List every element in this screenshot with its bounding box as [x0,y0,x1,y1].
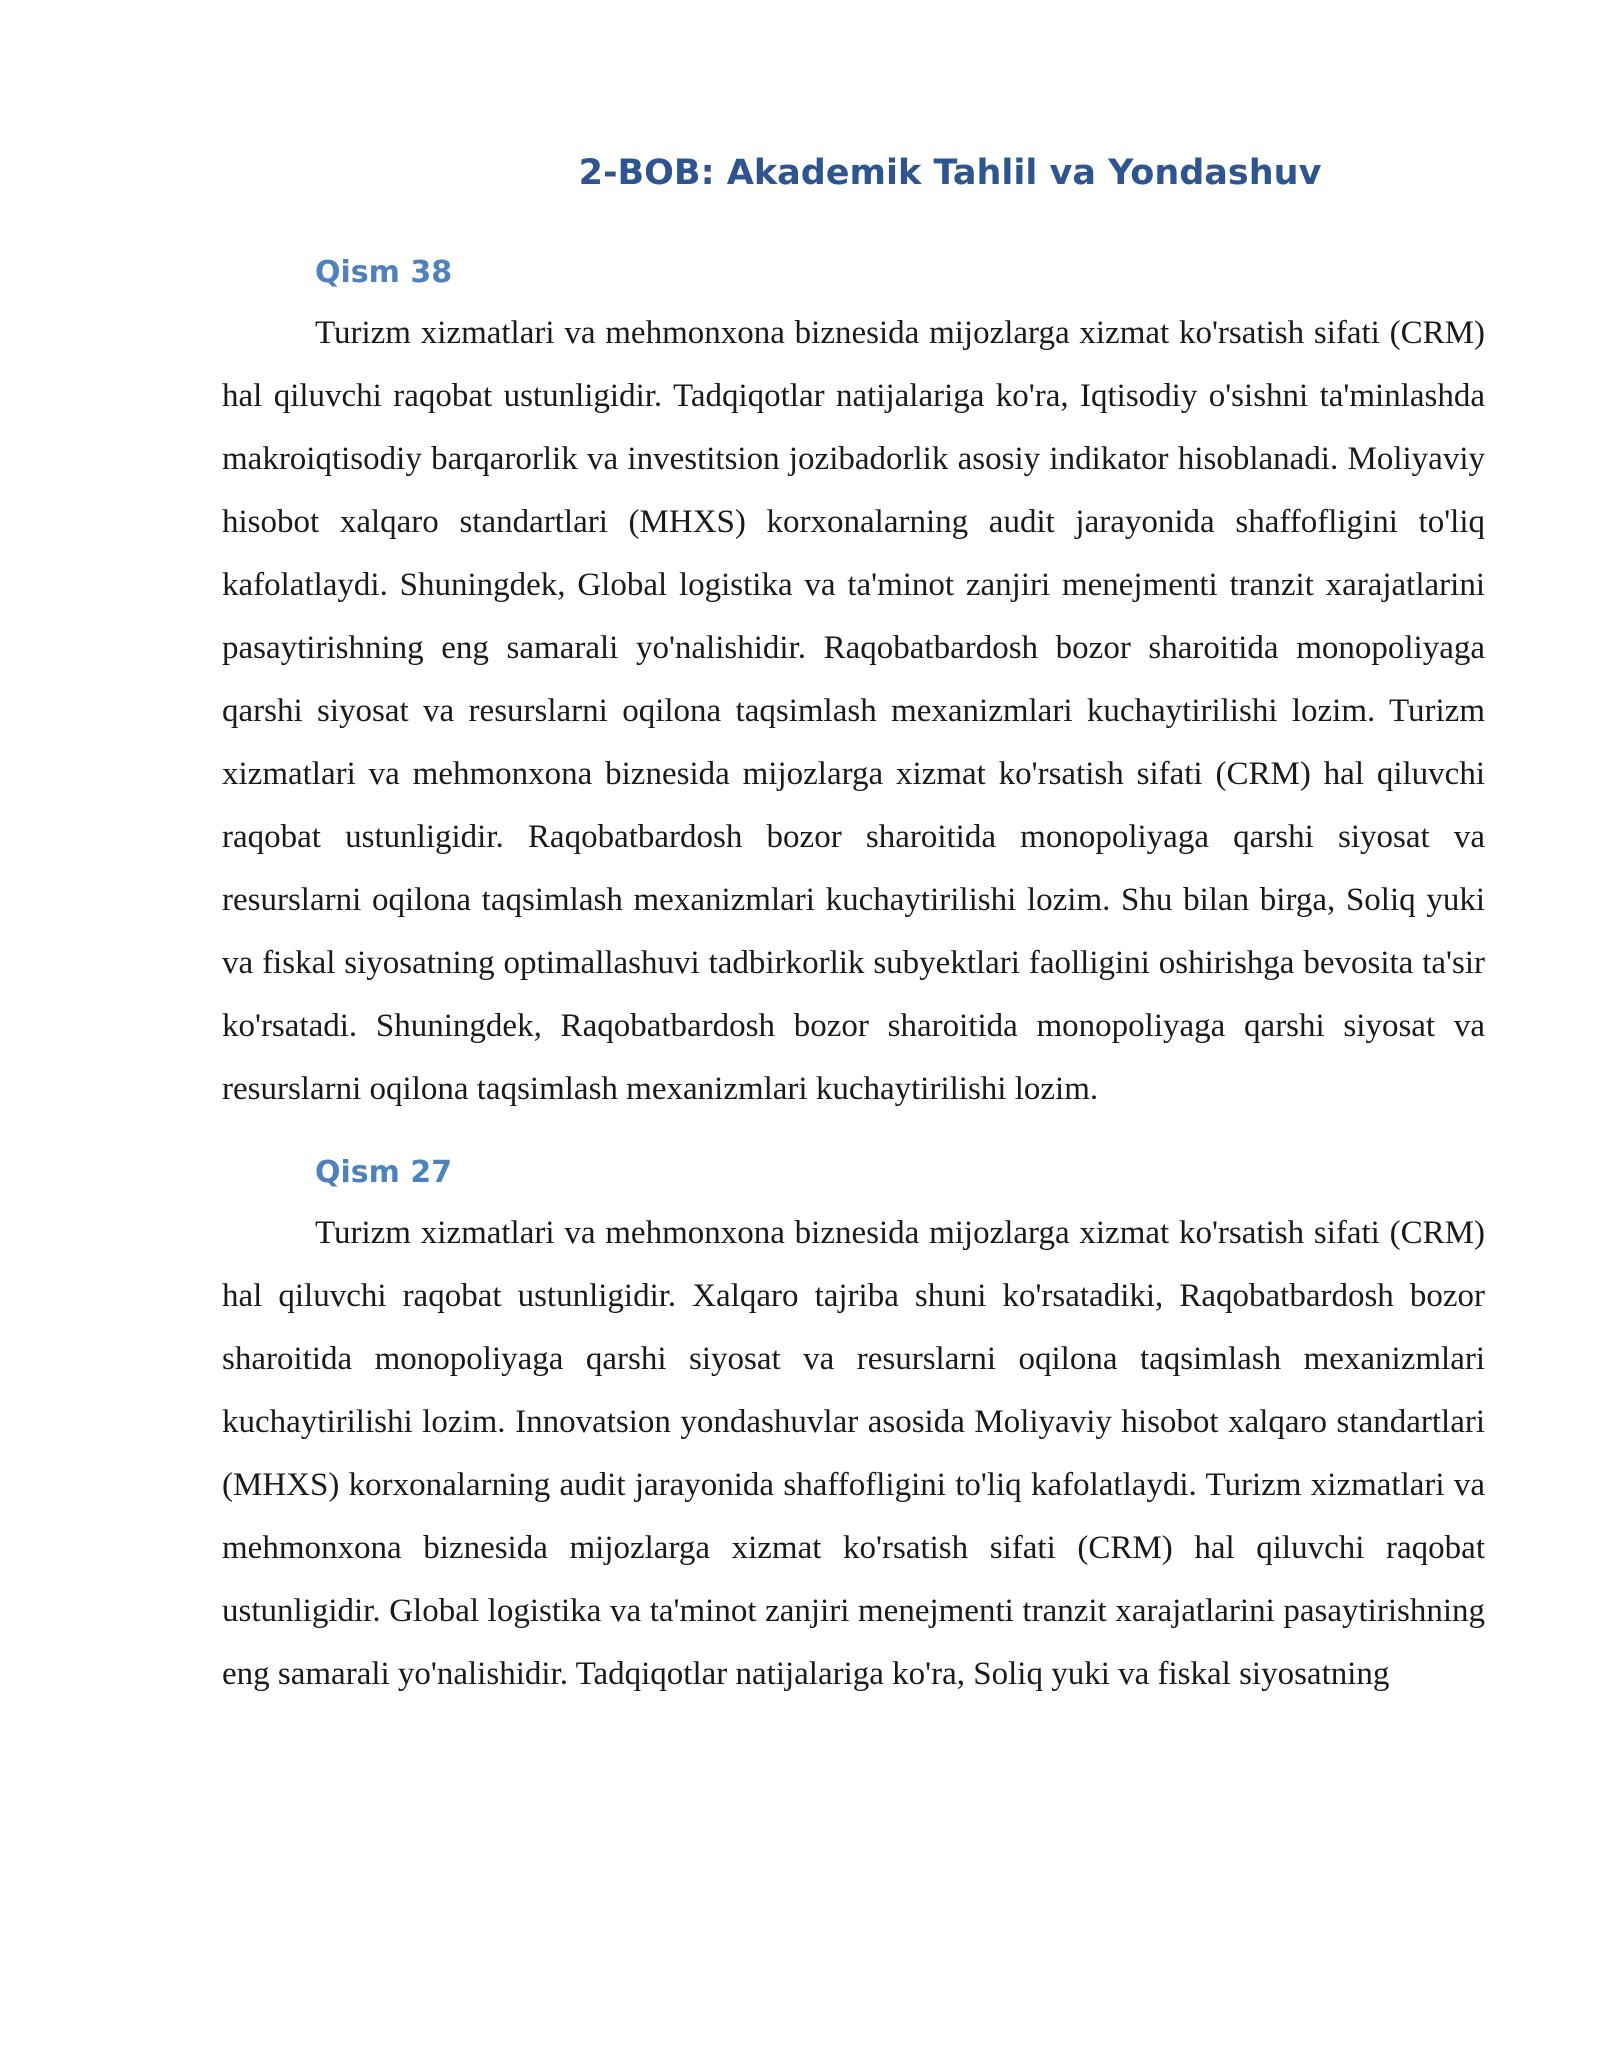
section-heading: Qism 27 [315,1155,453,1190]
chapter-title: 2-BOB: Akademik Tahlil va Yondashuv [578,153,1322,193]
section-paragraph: Turizm xizmatlari va mehmonxona biznesida mijozlarga xizmat ko'rsatish sifati (CRM) hal qiluvchi raqobat ustunligidir. Tadqiqotlar natijalariga ko'ra, Iqtisodiy o'sishni ta'minlashda makroiqtisodiy barqarorlik va investitsion jozibadorlik asosiy indikator hisoblanadi. Moliyaviy hisobot xalqaro standartlari (MHXS) korxonalarning audit jarayonida shaffofligini to'liq kafolatlaydi. Shuningdek, Global logistika va ta'minot zanjiri menejmenti tranzit xarajatlarini pasaytirishning eng samarali yo'nalishidir. Raqobatbardosh bozor sharoitida monopoliyaga qarshi siyosat va resurslarni oqilona taqsimlash mexanizmlari kuchaytirilishi lozim. Turizm xizmatlari va mehmonxona biznesida mijozlarga xizmat ko'rsatish sifati (CRM) hal qiluvchi raqobat ustunligidir. Raqobatbardosh bozor sharoitida monopoliyaga qarshi siyosat va resurslarni oqilona taqsimlash mexanizmlari kuchaytirilishi lozim. Shu bilan birga, Soliq yuki va fiskal siyosatning optimallashuvi tadbirkorlik subyektlari faolligini oshirishga bevosita ta'sir ko'rsatadi. Shuningdek, Raqobatbardosh bozor sharoitida monopoliyaga qarshi siyosat va resurslarni oqilona taqsimlash mexanizmlari kuchaytirilishi lozim. [222,315,1485,1107]
section-heading: Qism 38 [315,255,453,290]
section-paragraph: Turizm xizmatlari va mehmonxona biznesida mijozlarga xizmat ko'rsatish sifati (CRM) hal qiluvchi raqobat ustunligidir. Xalqaro tajriba shuni ko'rsatadiki, Raqobatbardosh bozor sharoitida monopoliyaga qarshi siyosat va resurslarni oqilona taqsimlash mexanizmlari kuchaytirilishi lozim. Innovatsion yondashuvlar asosida Moliyaviy hisobot xalqaro standartlari (MHXS) korxonalarning audit jarayonida shaffofligini to'liq kafolatlaydi. Turizm xizmatlari va mehmonxona biznesida mijozlarga xizmat ko'rsatish sifati (CRM) hal qiluvchi raqobat ustunligidir. Global logistika va ta'minot zanjiri menejmenti tranzit xarajatlarini pasaytirishning eng samarali yo'nalishidir. Tadqiqotlar natijalariga ko'ra, Soliq yuki va fiskal siyosatning [222,1215,1485,1692]
section-qism-38 [222,248,1485,1121]
document-body [222,248,1485,1706]
section-qism-27 [222,1148,1485,1706]
